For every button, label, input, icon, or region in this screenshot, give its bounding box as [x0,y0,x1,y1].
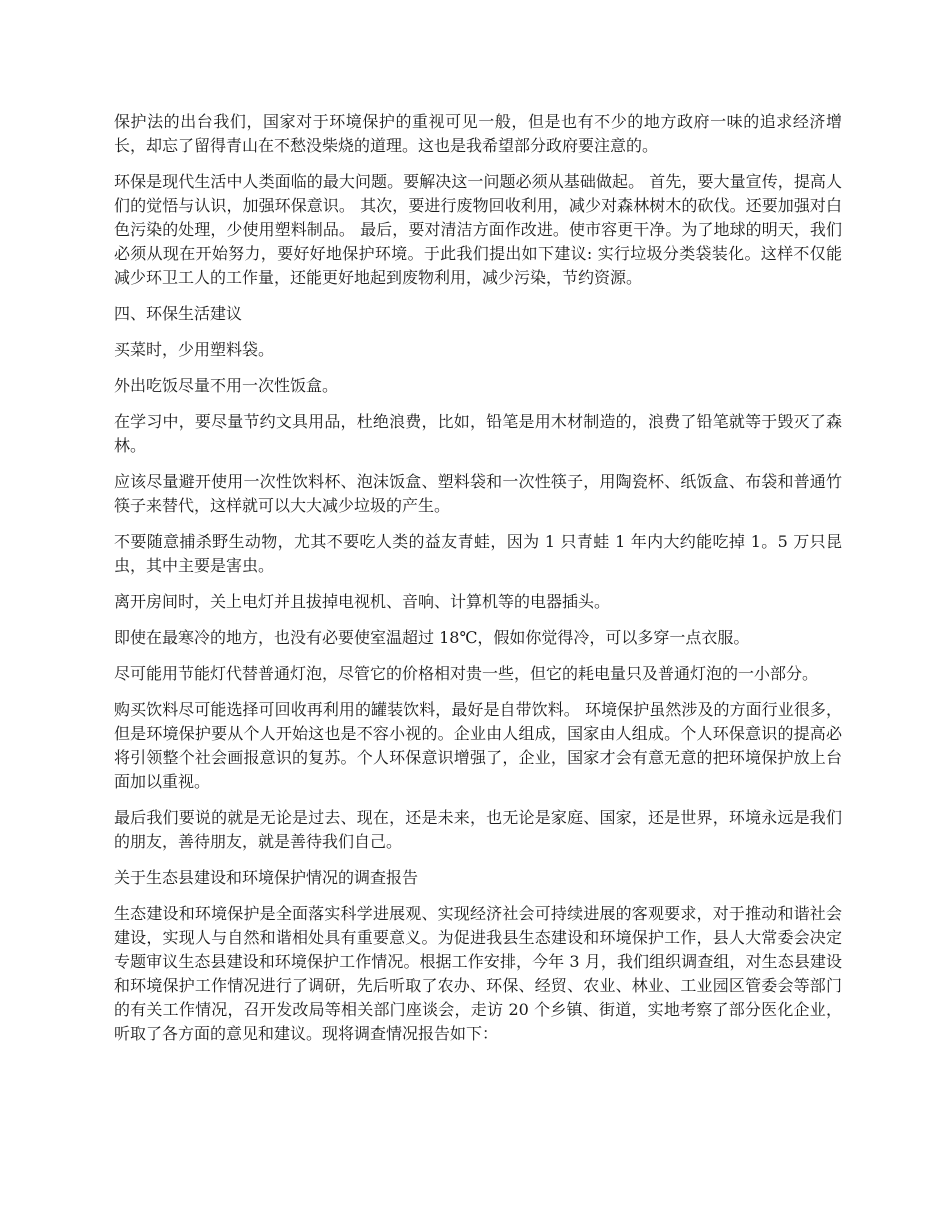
suggestion-unplug: 离开房间时，关上电灯并且拔掉电视机、音响、计算机等的电器插头。 [114,592,611,611]
section-heading-life-suggestions: 四、环保生活建议 [114,304,243,323]
paragraph-report-intro: 生态建设和环境保护是全面落实科学进展观、实现经济社会可持续进展的客观要求，对于推动和谐社会建设，实现人与自然和谐相处具有重要意义。为促进我县生态建设和环境保护工作，县人大常委会决定专题审议生态县建设和环境保护工作情况。根据工作安排，今年 3 月，我们组织调查组，对生态县建设和环境保护工作情况进行了调研，先后听取了农办、环保、经贸、农业、林业、工业园区管委会等部门的有关工作情况，召开发改局等相关部门座谈会，走访 20 个乡镇、街道，实地考察了部分医化企业，听取了各方面的意见和建议。现将调查情况报告如下： [114,904,842,1043]
suggestion-shopping: 买菜时，少用塑料袋。 [114,340,275,359]
paragraph-conclusion: 最后我们要说的就是无论是过去、现在，还是未来，也无论是家庭、国家，还是世界，环境永远是我们的朋友，善待朋友，就是善待我们自己。 [114,808,842,851]
suggestion-drinks: 购买饮料尽可能选择可回收再利用的罐装饮料，最好是自带饮料。 环境保护虽然涉及的方面行业很多，但是环境保护要从个人开始这也是不容小视的。企业由人组成，国家由人组成。个人环保意识的提高必将引领整个社会画报意识的复苏。个人环保意识增强了，企业，国家才会有意无意的把环境保护放上台面加以重视。 [114,700,842,791]
document-page [114,110,842,1058]
suggestion-bulbs: 尽可能用节能灯代替普通灯泡，尽管它的价格相对贵一些，但它的耗电量只及普通灯泡的一小部分。 [114,664,819,683]
suggestion-stationery: 在学习中，要尽量节约文具用品，杜绝浪费，比如，铅笔是用木材制造的，浪费了铅笔就等于毁灭了森林。 [114,412,842,455]
paragraph-environment-problem: 环保是现代生活中人类面临的最大问题。要解决这一问题必须从基础做起。 首先，要大量宣传，提高人们的觉悟与认识，加强环保意识。 其次，要进行废物回收利用，减少对森林树木的砍伐。还要加强对白色污染的处理，少使用塑料制品。 最后，要对清洁方面作改进。使市容更干净。为了地球的明天，我们必须从现在开始努力，要好好地保护环境。于此我们提出如下建议: 实行垃圾分类袋装化。这样不仅能减少环卫工人的工作量，还能更好地起到废物利用，减少污染，节约资源。 [114,172,842,287]
suggestion-dining: 外出吃饭尽量不用一次性饭盒。 [114,376,339,395]
suggestion-wildlife: 不要随意捕杀野生动物，尤其不要吃人类的益友青蛙，因为 1 只青蛙 1 年内大约能吃掉 1。5 万只昆虫，其中主要是害虫。 [114,532,842,575]
paragraph-environment-law: 保护法的出台我们，国家对于环境保护的重视可见一般，但是也有不少的地方政府一味的追求经济增长，却忘了留得青山在不愁没柴烧的道理。这也是我希望部分政府要注意的。 [114,112,842,155]
report-title: 关于生态县建设和环境保护情况的调查报告 [114,868,419,887]
suggestion-disposables: 应该尽量避开使用一次性饮料杯、泡沫饭盒、塑料袋和一次性筷子，用陶瓷杯、纸饭盒、布袋和普通竹筷子来替代，这样就可以大大减少垃圾的产生。 [114,472,842,515]
suggestion-heating: 即使在最寒冷的地方，也没有必要使室温超过 18℃，假如你觉得冷，可以多穿一点衣服。 [114,628,750,647]
